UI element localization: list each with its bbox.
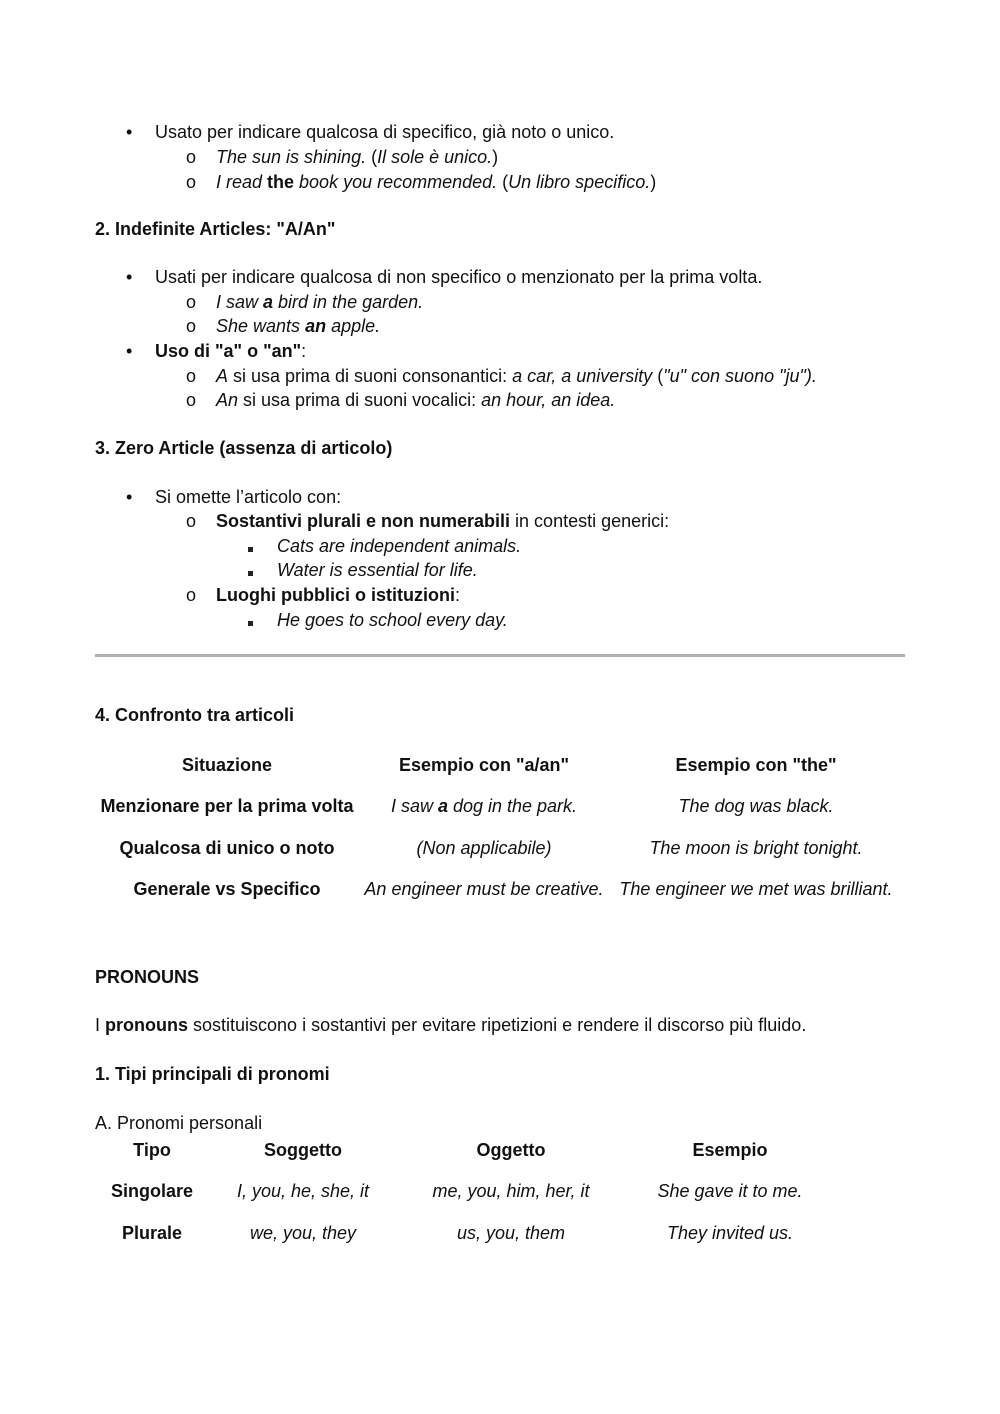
table-cell-esempio: They invited us. <box>666 1223 794 1243</box>
table-header: Situazione <box>181 755 273 775</box>
circle-bullet-icon: o <box>186 585 197 605</box>
intro-bold: pronouns <box>105 1015 189 1035</box>
table-cell-tipo: Plurale <box>121 1223 183 1243</box>
example-text: bird in the garden. <box>273 292 424 312</box>
example-text: book you recommended. <box>294 172 498 192</box>
table-cell-situation: Menzionare per la prima volta <box>100 796 354 816</box>
table-header: Soggetto <box>264 1140 342 1160</box>
circle-bullet-icon: o <box>186 147 197 167</box>
paren: ( <box>366 147 378 167</box>
rule-examples: a car, a university <box>512 366 653 386</box>
sub-heading: 1. Tipi principali di pronomi <box>95 1064 330 1084</box>
article-bold: a <box>263 292 274 312</box>
table-cell-esempio: She gave it to me. <box>657 1181 803 1201</box>
table-cell-aan: An engineer must be creative. <box>364 879 604 899</box>
example-text: She wants <box>216 316 306 336</box>
bullet-line <box>155 340 306 362</box>
rule-article: An <box>216 390 239 410</box>
paren: ) <box>650 172 657 192</box>
section-heading: 2. Indefinite Articles: "A/An" <box>95 219 336 239</box>
rule-line <box>216 365 817 387</box>
table-cell-oggetto: us, you, them <box>456 1223 566 1243</box>
bullet-dot: • <box>126 487 133 507</box>
example-text: dog in the park. <box>447 796 578 816</box>
sub-bullet-text: in contesti generici: <box>510 511 670 531</box>
table-cell-oggetto: me, you, him, her, it <box>432 1181 590 1201</box>
circle-bullet-icon: o <box>186 511 197 531</box>
section-heading: PRONOUNS <box>95 967 200 987</box>
horizontal-divider <box>95 654 905 657</box>
intro-text: sostituiscono i sostantivi per evitare ripetizioni e rendere il discorso più fluido. <box>188 1015 807 1035</box>
example-text: I read <box>216 172 268 192</box>
example-text: He goes to school every day. <box>277 610 508 630</box>
table-title: A. Pronomi personali <box>95 1113 263 1133</box>
bullet-dot: • <box>126 341 133 361</box>
example-line <box>216 291 423 313</box>
rule-article: A <box>216 366 229 386</box>
colon: : <box>454 585 460 605</box>
table-cell-the: The engineer we met was brilliant. <box>619 879 893 899</box>
paragraph-text: Si omette l’articolo con: <box>155 487 342 507</box>
circle-bullet-icon: o <box>186 172 197 192</box>
paragraph-text: Usati per indicare qualcosa di non specifico o menzionato per la prima volta. <box>155 267 763 287</box>
table-cell-tipo: Singolare <box>110 1181 194 1201</box>
article-bold: an <box>305 316 327 336</box>
article-bold: a <box>437 796 448 816</box>
article-bold: the <box>267 172 295 192</box>
table-header: Oggetto <box>476 1140 546 1160</box>
table-cell-soggetto: we, you, they <box>249 1223 357 1243</box>
rule-line <box>216 389 615 411</box>
table-header: Esempio con "a/an" <box>398 755 570 775</box>
circle-bullet-icon: o <box>186 316 197 336</box>
sub-bullet-bold: Luoghi pubblici o istituzioni <box>216 585 455 605</box>
intro-paragraph <box>95 1014 806 1036</box>
table-header: Esempio con "the" <box>675 755 837 775</box>
table-cell-situation: Qualcosa di unico o noto <box>119 838 335 858</box>
example-text: I saw <box>216 292 264 312</box>
circle-bullet-icon: o <box>186 366 197 386</box>
table-cell-the: The dog was black. <box>678 796 834 816</box>
paren: ( <box>652 366 664 386</box>
note-text: "u" con suono "ju"). <box>663 366 817 386</box>
sub-bullet-line <box>216 510 669 532</box>
table-header: Esempio <box>692 1140 768 1160</box>
table-header: Tipo <box>133 1140 171 1160</box>
square-bullet-icon <box>248 559 253 581</box>
circle-bullet-icon: o <box>186 390 197 410</box>
rule-examples: an hour, an idea. <box>481 390 616 410</box>
bullet-bold-text: Uso di "a" o "an" <box>155 341 302 361</box>
square-bullet-icon <box>248 535 253 557</box>
table-cell-situation: Generale vs Specifico <box>133 879 321 899</box>
sub-bullet-bold: Sostantivi plurali e non numerabili <box>216 511 511 531</box>
table-cell-aan <box>391 795 577 817</box>
note-text: Il sole è unico. <box>377 147 493 167</box>
table-cell-soggetto: I, you, he, she, it <box>236 1181 370 1201</box>
rule-text: si usa prima di suoni vocalici: <box>238 390 482 410</box>
example-text: The sun is shining. <box>216 147 367 167</box>
paren: ( <box>497 172 509 192</box>
example-line <box>216 146 498 168</box>
bullet-dot: • <box>126 267 133 287</box>
example-line <box>216 315 380 337</box>
example-text: Water is essential for life. <box>277 560 478 580</box>
colon: : <box>301 341 307 361</box>
example-text: apple. <box>326 316 381 336</box>
rule-text: si usa prima di suoni consonantici: <box>228 366 513 386</box>
table-cell-the: The moon is bright tonight. <box>649 838 863 858</box>
table-cell-aan: (Non applicabile) <box>416 838 552 858</box>
section-heading: 4. Confronto tra articoli <box>95 705 295 725</box>
intro-text: I <box>95 1015 106 1035</box>
paragraph-text: Usato per indicare qualcosa di specifico, già noto o unico. <box>155 122 615 142</box>
bullet-dot: • <box>126 122 133 142</box>
circle-bullet-icon: o <box>186 292 197 312</box>
example-text: I saw <box>390 796 438 816</box>
example-line <box>216 171 656 193</box>
example-text: Cats are independent animals. <box>277 536 522 556</box>
square-bullet-icon <box>248 609 253 631</box>
note-text: Un libro specifico. <box>508 172 651 192</box>
paren: ) <box>492 147 499 167</box>
section-heading: 3. Zero Article (assenza di articolo) <box>95 438 393 458</box>
sub-bullet-line <box>216 584 460 606</box>
